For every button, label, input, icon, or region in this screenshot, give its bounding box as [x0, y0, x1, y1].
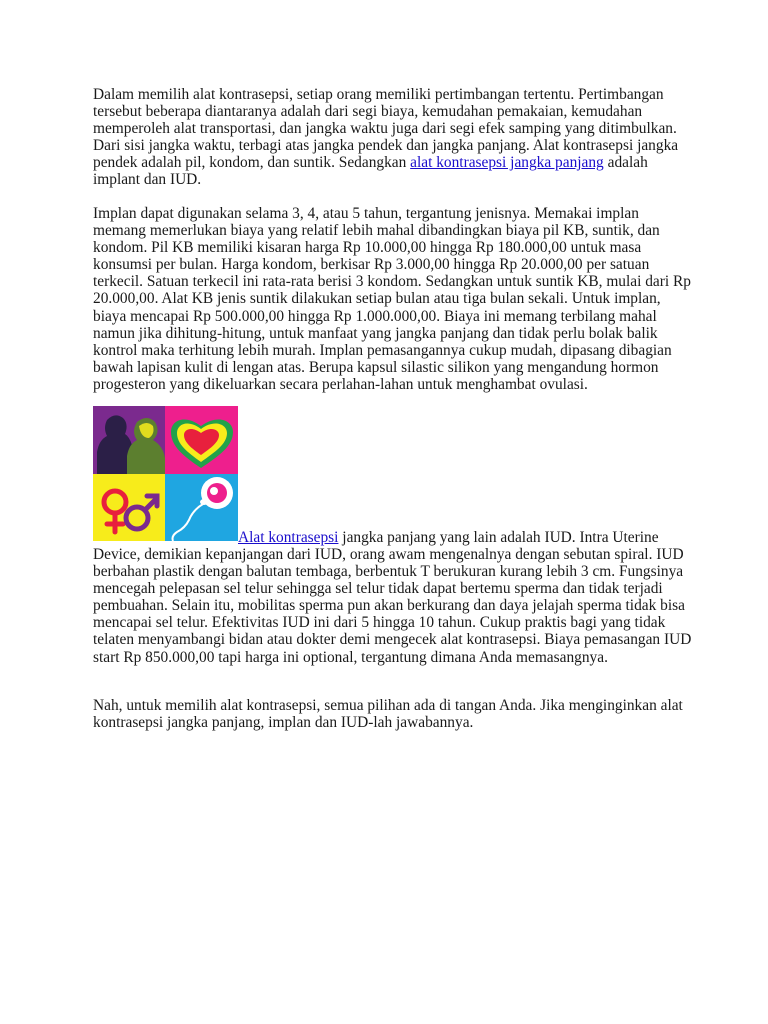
iud-first-line-text: jangka panjang yang lain adalah IUD. Intra Uterine	[338, 529, 659, 546]
contraception-illustration-image	[93, 406, 238, 541]
conclusion-text: Nah, untuk memilih alat kontrasepsi, semua pilihan ada di tangan Anda. Jika menginginkan alat kontrasepsi jangka panjang, implan dan IUD-lah jawabannya.	[93, 697, 683, 732]
paragraph-implan	[93, 205, 693, 393]
implan-text: Implan dapat digunakan selama 3, 4, atau 5 tahun, tergantung jenisnya. Memakai implan memang memerlukan biaya yang relatif lebih mahal dibandingkan biaya pil KB, suntik, dan kondom. Pil KB memiliki kisaran harga Rp 10.000,00 hingga Rp 180.000,00 untuk masa konsumsi per bulan. Harga kondom, berkisar Rp 3.000,00 hingga Rp 20.000,00 per satuan terkecil. Satuan terkecil ini rata-rata berisi 3 kondom. Sedangkan untuk suntik KB, mulai dari Rp 20.000,00. Alat KB jenis suntik dilakukan setiap bulan atau tiga bulan sekali. Untuk implan, biaya mencapai Rp 500.000,00 hingga Rp 1.000.000,00. Biaya ini memang terbilang mahal namun jika dihitung-hitung, untuk manfaat yang jangka panjang dan tidak perlu bolak balik kontrol maka terhitung lebih murah. Implan pemasangannya cukup mudah, dipasang dibagian bawah lapisan kulit di lengan atas. Berupa kapsul silastic silikon yang mengandung hormon progesteron yang dikeluarkan secara perlahan-lahan untuk menghambat ovulasi.	[93, 205, 691, 393]
intro-text-end: adalah implant dan IUD.	[93, 154, 648, 189]
link-alat-kontrasepsi-jangka-panjang[interactable]: alat kontrasepsi jangka panjang	[410, 154, 604, 172]
iud-text: Device, demikian kepanjangan dari IUD, orang awam mengenalnya dengan sebutan spiral. IUD berbahan plastik dengan balutan tembaga, berbentuk T berukuran kurang lebih 3 cm. Fungsinya mencegah pelepasan sel telur sehingga sel telur tidak dapat bertemu sperma dan tidak terjadi pembuahan. Selain itu, mobilitas sperma pun akan berkurang dan daya jelajah sperma tidak bisa mencapai sel telur. Efektivitas IUD ini dari 5 hingga 10 tahun. Cukup praktis bagi yang tidak telaten menyambangi bidan atau dokter demi mengecek alat kontrasepsi. Biaya pemasangan IUD start Rp 850.000,00 tapi harga ini optional, tergantung dimana Anda memasangnya.	[93, 546, 692, 666]
paragraph-iud	[93, 546, 693, 666]
intro-text: Dalam memilih alat kontrasepsi, setiap orang memiliki pertimbangan tertentu. Pertimbangan tersebut beberapa diantaranya adalah dari segi biaya, kemudahan pemakaian, kemudahan memperoleh alat transportasi, dan jangka waktu juga dari segi efek samping yang ditimbulkan. Dari sisi jangka waktu, terbagi atas jangka pendek dan jangka panjang. Alat kontrasepsi jangka pendek adalah pil, kondom, dan suntik. Sedangkan	[93, 86, 679, 172]
paragraph-intro	[93, 86, 693, 189]
link-alat-kontrasepsi[interactable]: Alat kontrasepsi	[238, 529, 339, 546]
paragraph-conclusion	[93, 697, 693, 731]
paragraph-iud-first-line	[238, 529, 698, 546]
